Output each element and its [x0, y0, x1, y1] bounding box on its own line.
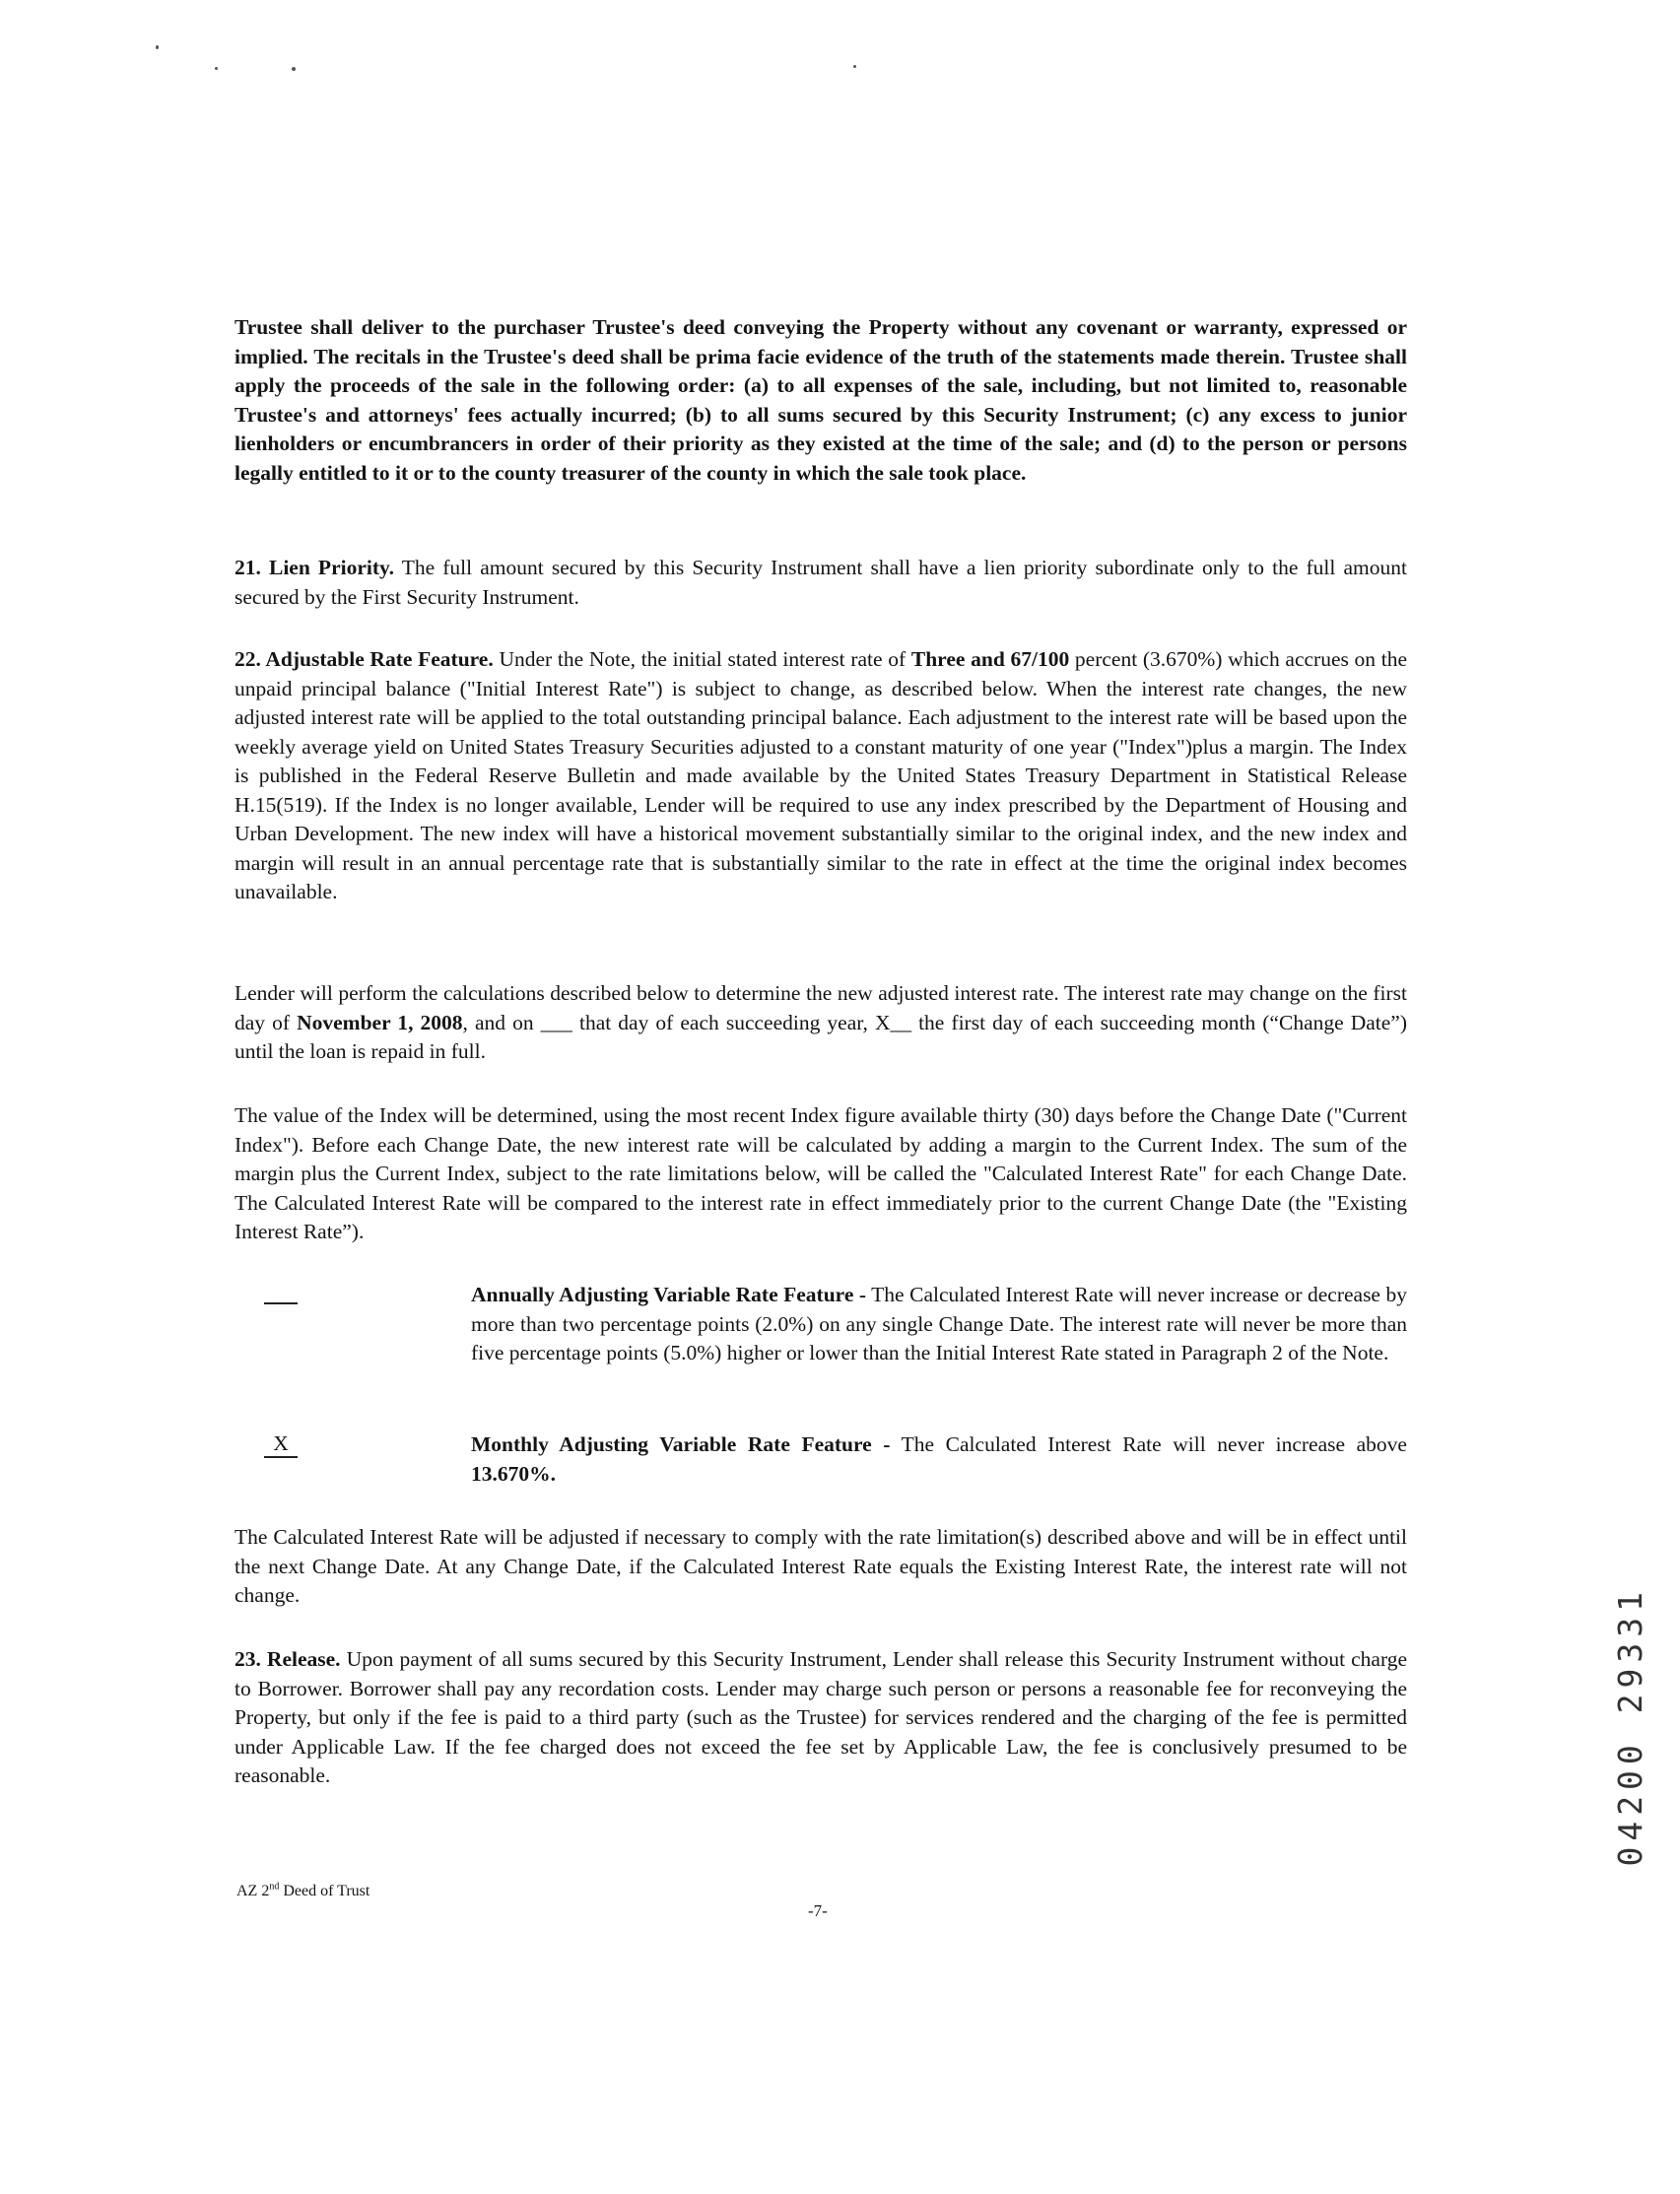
- section-22-heading: 22. Adjustable Rate Feature.: [235, 647, 494, 671]
- first-change-date: November 1, 2008: [297, 1010, 463, 1034]
- initial-rate-words: Three and 67/100: [910, 647, 1070, 671]
- option-monthly-cap: 13.670%.: [471, 1461, 556, 1486]
- form-name-footer: [236, 1882, 370, 1901]
- recording-number-stamp: 04200 29331: [1611, 1586, 1649, 1867]
- lender-calc-part1: Lender will perform the calculations described below to determine the new adjusted interest rate. The interest rate may change on the first day of: [235, 981, 1407, 1034]
- section-22-adjustable-rate: [235, 645, 1407, 907]
- section-22-body-part1: Under the Note, the initial stated interest rate of: [499, 647, 907, 671]
- section-23-heading: 23. Release.: [235, 1647, 341, 1671]
- section-23-body: Upon payment of all sums secured by this Security Instrument, Lender shall release this Security Instrument without charge to Borrower. Borrower shall pay any recordation costs. Lender may charge such person or persons a reasonable fee for reconveying the Property, but only if the fee is paid to a third party (such as the Trustee) for services rendered and the charging of the fee is permitted under Applicable Law. If the fee charged does not exceed the fee set by Applicable Law, the fee is conclusively presumed to be reasonable.: [235, 1647, 1408, 1787]
- option-annual-text: [471, 1281, 1407, 1368]
- option-monthly-checkbox-mark: X: [264, 1430, 298, 1458]
- lender-calculation-paragraph: [235, 979, 1407, 1067]
- trustee-deed-paragraph: Trustee shall deliver to the purchaser Trustee's deed conveying the Property without any covenant or warranty, expressed or implied. The recitals in the Trustee's deed shall be prima facie evidence of the truth of the statements made therein. Trustee shall apply the proceeds of the sale in the following order: (a) to all expenses of the sale, including, but not limited to, reasonable Trustee's and attorneys' fees actually incurred; (b) to all sums secured by this Security Instrument; (c) any excess to junior lienholders or encumbrancers in order of their priority as they existed at the time of the sale; and (d) to the person or persons legally entitled to it or to the county treasurer of the county in which the sale took place.: [235, 315, 1407, 485]
- form-name-suffix: Deed of Trust: [279, 1883, 370, 1899]
- rate-adjustment-paragraph: The Calculated Interest Rate will be adjusted if necessary to comply with the rate limitation(s) described above and will be in effect until the next Change Date. At any Change Date, if the Calculated Interest Rate equals the Existing Interest Rate, the interest rate will not change.: [235, 1525, 1407, 1607]
- option-annual-body: The Calculated Interest Rate will never increase or decrease by more than two percentage points (2.0%) on any single Change Date. The interest rate will never be more than five percentage points (5.0%) higher or lower than the Initial Interest Rate stated in Paragraph 2 of the Note.: [471, 1283, 1407, 1364]
- section-21-body: The full amount secured by this Security Instrument shall have a lien priority subordinate only to the full amount secured by the First Security Instrument.: [235, 556, 1407, 609]
- form-name-prefix: AZ 2: [236, 1883, 270, 1899]
- section-21-heading: 21. Lien Priority.: [235, 556, 394, 579]
- scan-speck: [853, 65, 856, 68]
- option-annual-checkbox-line: [264, 1302, 298, 1304]
- option-monthly-body: The Calculated Interest Rate will never increase above: [901, 1432, 1407, 1456]
- section-21-lien-priority: [235, 554, 1407, 612]
- section-22-body-part2: percent (3.670%) which accrues on the unpaid principal balance ("Initial Interest Rate") is subject to change, as described below. When the interest rate changes, the new adjusted interest rate will be applied to the total outstanding principal balance. Each adjustment to the interest rate will be based upon the weekly average yield on United States Treasury Securities adjusted to a constant maturity of one year ("Index")plus a margin. The Index is published in the Federal Reserve Bulletin and made available by the United States Treasury Department in Statistical Release H.15(519). If the Index is no longer available, Lender will be required to use any index prescribed by the Department of Housing and Urban Development. The new index will have a historical movement substantially similar to the original index, and the new index and margin will result in an annual percentage rate that is substantially similar to the rate in effect at the time the original index becomes unavailable.: [235, 647, 1408, 903]
- section-23-release: [235, 1645, 1407, 1791]
- scan-speck: [215, 67, 218, 70]
- scan-speck: [292, 67, 296, 71]
- page-number: -7-: [808, 1901, 828, 1920]
- index-value-paragraph: The value of the Index will be determined, using the most recent Index figure available thirty (30) days before the Change Date ("Current Index"). Before each Change Date, the new interest rate will be calculated by adding a margin to the Current Index. The sum of the margin plus the Current Index, subject to the rate limitations below, will be called the "Calculated Interest Rate" for each Change Date. The Calculated Interest Rate will be compared to the interest rate in effect immediately prior to the current Change Date (the "Existing Interest Rate”).: [235, 1103, 1407, 1243]
- option-annual-title: Annually Adjusting Variable Rate Feature -: [471, 1283, 867, 1306]
- option-monthly-title: Monthly Adjusting Variable Rate Feature -: [471, 1432, 891, 1456]
- option-monthly-text: [471, 1430, 1407, 1489]
- lender-calc-part2: , and on ___ that day of each succeeding year, X__ the first day of each succeeding month (“Change Date”) until the loan is repaid in full.: [235, 1010, 1408, 1063]
- form-name-sup: nd: [269, 1881, 280, 1893]
- scan-speck: [156, 45, 159, 49]
